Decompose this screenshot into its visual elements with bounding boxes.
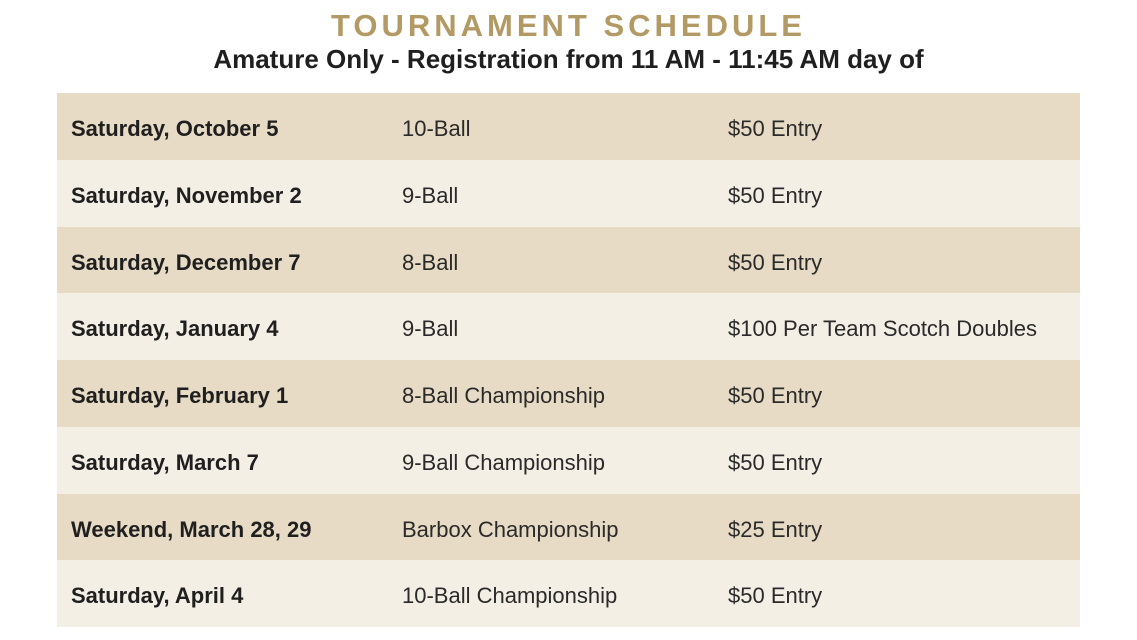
event-fee: $25 Entry — [728, 516, 823, 542]
event-game: 10-Ball Championship — [402, 583, 618, 609]
page-title: TOURNAMENT SCHEDULE — [331, 8, 806, 43]
event-date: Saturday, December 7 — [71, 249, 301, 275]
schedule-row — [57, 93, 1080, 160]
event-game: 9-Ball — [402, 316, 459, 342]
event-fee: $100 Per Team Scotch Doubles — [728, 316, 1037, 342]
event-game: Barbox Championship — [402, 516, 619, 542]
schedule-row — [57, 160, 1080, 227]
event-fee: $50 Entry — [728, 449, 823, 475]
page-subtitle: Amature Only - Registration from 11 AM - 11:45 AM day of — [213, 44, 924, 74]
event-game: 9-Ball Championship — [402, 449, 605, 475]
event-date: Saturday, January 4 — [71, 316, 279, 342]
schedule-row — [57, 560, 1080, 627]
event-date: Saturday, November 2 — [71, 182, 302, 208]
event-fee: $50 Entry — [728, 182, 823, 208]
event-date: Saturday, October 5 — [71, 116, 279, 141]
event-fee: $50 Entry — [728, 583, 823, 609]
event-date: Saturday, March 7 — [71, 449, 259, 475]
event-game: 10-Ball — [402, 116, 471, 141]
schedule-row — [57, 227, 1080, 294]
event-date: Saturday, April 4 — [71, 583, 244, 609]
event-fee: $50 Entry — [728, 116, 823, 141]
event-game: 9-Ball — [402, 182, 459, 208]
event-game: 8-Ball — [402, 249, 459, 275]
event-game: 8-Ball Championship — [402, 383, 605, 408]
schedule-row — [57, 293, 1080, 360]
schedule-row — [57, 427, 1080, 494]
schedule-row — [57, 494, 1080, 561]
event-date: Saturday, February 1 — [71, 383, 289, 408]
schedule-table — [57, 93, 1080, 627]
event-fee: $50 Entry — [728, 383, 823, 408]
schedule-row — [57, 360, 1080, 427]
event-date: Weekend, March 28, 29 — [71, 516, 312, 542]
event-fee: $50 Entry — [728, 249, 823, 275]
